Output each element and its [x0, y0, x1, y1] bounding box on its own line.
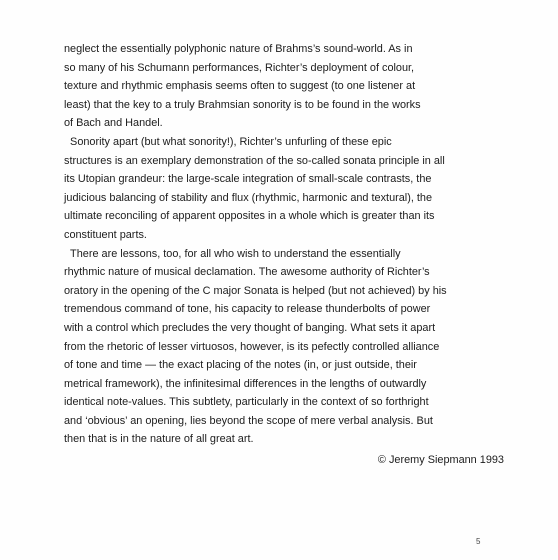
page-number: 5 — [476, 537, 481, 546]
text-line: Sonority apart (but what sonority!), Richter’s unfurling of these epic — [64, 135, 392, 148]
text-line: its Utopian grandeur: the large-scale integration of small-scale contrasts, the — [64, 173, 432, 186]
text-line: of tone and time — the exact placing of the notes (in, or just outside, their — [64, 359, 417, 372]
text-line: identical note-values. This subtlety, particularly in the context of so forthright — [64, 396, 429, 409]
text-line: oratory in the opening of the C major Sonata is helped (but not achieved) by his — [64, 284, 447, 297]
body-text — [64, 40, 504, 449]
paragraph-3 — [64, 245, 504, 450]
paragraph-2 — [64, 133, 504, 245]
text-line: with a control which precludes the very thought of banging. What sets it apart — [64, 321, 436, 334]
text-line: and ‘obvious’ an opening, lies beyond the scope of mere verbal analysis. But — [64, 414, 433, 427]
text-line: ultimate reconciling of apparent opposites in a whole which is greater than its — [64, 210, 435, 223]
text-line: from the rhetoric of lesser virtuosos, however, is its pefectly controlled alliance — [64, 340, 440, 353]
text-line: constituent parts. — [64, 228, 147, 241]
text-line: then that is in the nature of all great art. — [64, 433, 254, 446]
text-line: tremendous command of tone, his capacity to release thunderbolts of power — [64, 303, 431, 316]
copyright-signature: © Jeremy Siepmann 1993 — [377, 454, 504, 466]
text-line: There are lessons, too, for all who wish to understand the essentially — [64, 247, 401, 260]
paragraph-1 — [64, 40, 504, 133]
text-line: least) that the key to a truly Brahmsian sonority is to be found in the works — [64, 98, 421, 111]
text-line: metrical framework), the infinitesimal differences in the lengths of outwardly — [64, 377, 427, 390]
text-line: judicious balancing of stability and flux (rhythmic, harmonic and textural), the — [64, 191, 433, 204]
text-line: neglect the essentially polyphonic nature of Brahms’s sound-world. As in — [64, 43, 413, 55]
text-line: of Bach and Handel. — [64, 117, 163, 130]
text-line: structures is an exemplary demonstration of the so-called sonata principle in all — [64, 154, 445, 167]
text-line: texture and rhythmic emphasis seems often to suggest (to one listener at — [64, 80, 416, 93]
text-line: so many of his Schumann performances, Richter’s deployment of colour, — [64, 61, 415, 74]
text-line: rhythmic nature of musical declamation. The awesome authority of Richter’s — [64, 266, 430, 279]
